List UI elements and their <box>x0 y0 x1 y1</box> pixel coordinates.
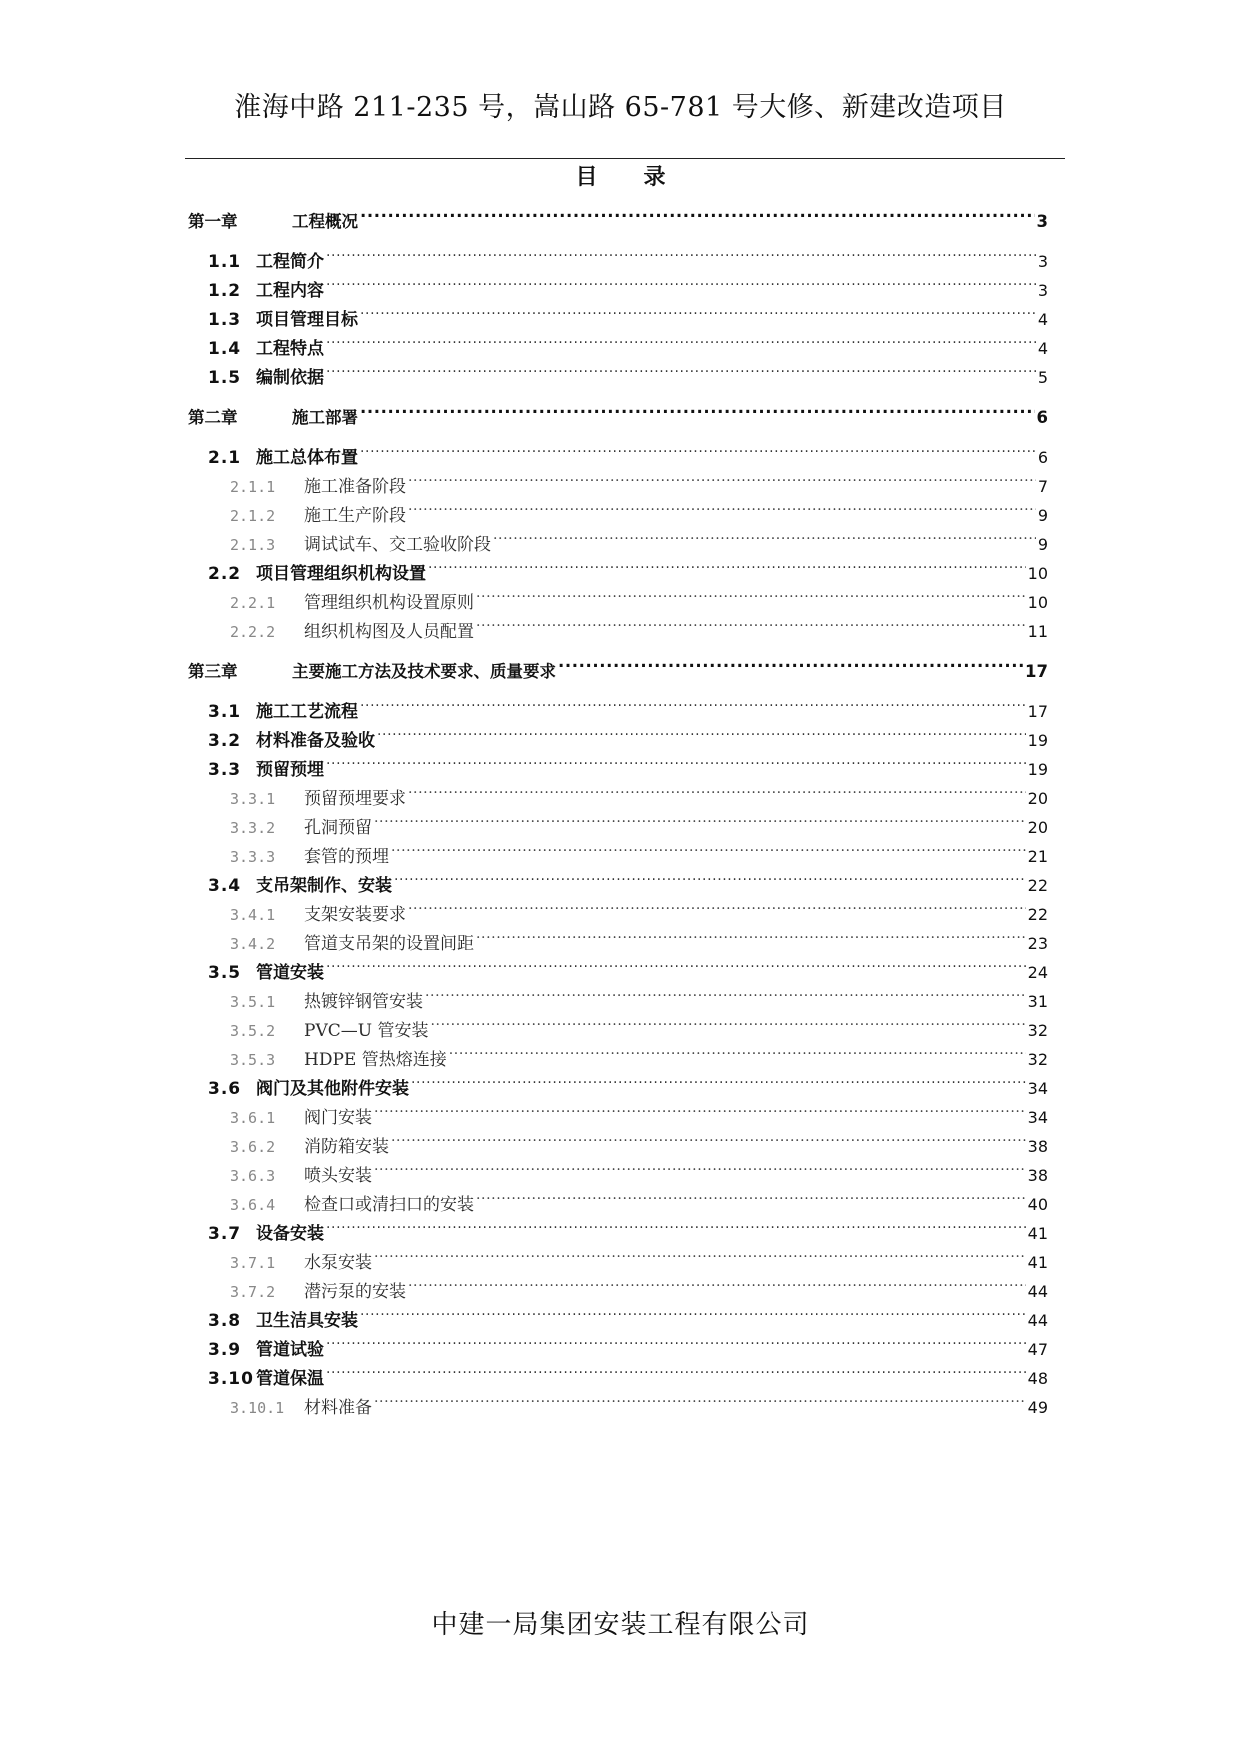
toc-entry-label: 施工生产阶段 <box>304 506 406 526</box>
toc-dot-leader <box>360 295 1036 325</box>
toc-entry-page-number: 49 <box>1027 1398 1048 1417</box>
toc-section-entry[interactable] <box>208 433 1048 468</box>
toc-entry-page-number: 34 <box>1027 1108 1048 1127</box>
toc-entry-label: HDPE 管热熔连接 <box>304 1050 447 1070</box>
toc-entry-number: 3.1 <box>208 702 242 722</box>
toc-section-entry[interactable] <box>208 745 1048 780</box>
document-header-title: 淮海中路 211-235 号，嵩山路 65-781 号大修、新建改造项目 <box>234 92 1007 123</box>
toc-entry-page-number: 20 <box>1027 789 1048 808</box>
toc-subsection-entry[interactable] <box>230 1180 1048 1215</box>
toc-entry-label: 消防箱安装 <box>304 1137 389 1157</box>
toc-dot-leader <box>493 520 1036 550</box>
toc-title-char: 目 <box>575 165 598 190</box>
toc-dot-leader <box>411 1064 1026 1094</box>
toc-dot-leader <box>374 803 1026 833</box>
toc-dot-leader <box>408 1267 1026 1297</box>
toc-subsection-entry[interactable] <box>230 1238 1048 1273</box>
toc-dot-leader <box>360 393 1035 423</box>
toc-entry-label: 工程内容 <box>256 281 324 301</box>
toc-entry-number: 3.6.4 <box>230 1196 276 1214</box>
toc-dot-leader <box>391 1122 1026 1152</box>
toc-subsection-entry[interactable] <box>230 890 1048 925</box>
toc-entry-page-number: 34 <box>1027 1079 1048 1098</box>
toc-dot-leader <box>360 433 1036 463</box>
toc-entry-label: 管理组织机构设置原则 <box>304 593 474 613</box>
toc-entry-page-number: 5 <box>1037 368 1048 387</box>
toc-entry-label: 喷头安装 <box>304 1166 372 1186</box>
toc-entry-page-number: 4 <box>1037 339 1048 358</box>
toc-entry-page-number: 10 <box>1027 593 1048 612</box>
toc-entry-label: 支架安装要求 <box>304 905 406 925</box>
toc-dot-leader <box>430 1006 1025 1036</box>
toc-entry-number: 第一章 <box>188 212 238 231</box>
toc-entry-number: 3.10 <box>208 1369 254 1389</box>
toc-entry-page-number: 3 <box>1037 281 1048 300</box>
toc-entry-page-number: 4 <box>1037 310 1048 329</box>
toc-entry-page-number: 47 <box>1027 1340 1048 1359</box>
toc-section-entry[interactable] <box>208 1209 1048 1244</box>
toc-dot-leader <box>391 832 1026 862</box>
toc-subsection-entry[interactable] <box>230 1093 1048 1128</box>
toc-subsection-entry[interactable] <box>230 607 1048 642</box>
toc-subsection-entry[interactable] <box>230 774 1048 809</box>
toc-subsection-entry[interactable] <box>230 919 1048 954</box>
toc-dot-leader <box>394 861 1026 891</box>
toc-entry-page-number: 6 <box>1036 408 1048 427</box>
toc-section-entry[interactable] <box>208 1354 1048 1389</box>
toc-entry-label: 热镀锌钢管安装 <box>304 992 423 1012</box>
toc-entry-label: 阀门及其他附件安装 <box>256 1079 409 1099</box>
toc-entry-page-number: 23 <box>1027 934 1048 953</box>
toc-section-entry[interactable] <box>208 1296 1048 1331</box>
toc-subsection-entry[interactable] <box>230 1006 1048 1041</box>
toc-dot-leader <box>476 578 1026 608</box>
toc-entry-label: 孔洞预留 <box>304 818 372 838</box>
toc-section-entry[interactable] <box>208 549 1048 584</box>
toc-entry-number: 3.3.3 <box>230 848 276 866</box>
toc-subsection-entry[interactable] <box>230 1122 1048 1157</box>
toc-entry-label: 检查口或清扫口的安装 <box>304 1195 474 1215</box>
toc-entry-page-number: 22 <box>1027 876 1048 895</box>
toc-entry-label: 工程简介 <box>256 252 324 272</box>
toc-entry-number: 3.3.1 <box>230 790 276 808</box>
toc-dot-leader <box>326 1209 1026 1239</box>
toc-subsection-entry[interactable] <box>230 977 1048 1012</box>
toc-entry-number: 1.3 <box>208 310 242 330</box>
toc-dot-leader <box>326 1354 1026 1384</box>
toc-entry-number: 1.1 <box>208 252 242 272</box>
toc-entry-number: 2.1.2 <box>230 507 276 525</box>
toc-chapter-entry[interactable] <box>188 197 1048 231</box>
toc-entry-label: 组织机构图及人员配置 <box>304 622 474 642</box>
toc-entry-number: 3.4.1 <box>230 906 276 924</box>
toc-entry-label: PVC—U 管安装 <box>304 1021 429 1041</box>
toc-subsection-entry[interactable] <box>230 520 1048 555</box>
toc-entry-page-number: 7 <box>1037 477 1048 496</box>
toc-dot-leader <box>374 1151 1026 1181</box>
toc-entry-number: 2.1 <box>208 448 242 468</box>
toc-entry-label: 支吊架制作、安装 <box>256 876 392 896</box>
toc-entry-page-number: 44 <box>1027 1282 1048 1301</box>
toc-subsection-entry[interactable] <box>230 1035 1048 1070</box>
toc-entry-label: 调试试车、交工验收阶段 <box>304 535 491 555</box>
toc-section-entry[interactable] <box>208 861 1048 896</box>
toc-entry-label: 项目管理目标 <box>256 310 358 330</box>
toc-dot-leader <box>326 266 1036 296</box>
toc-dot-leader <box>425 977 1026 1007</box>
toc-entry-label: 设备安装 <box>256 1224 324 1244</box>
toc-entry-number: 3.3 <box>208 760 242 780</box>
toc-dot-leader <box>360 1296 1026 1326</box>
toc-entry-label: 卫生洁具安装 <box>256 1311 358 1331</box>
toc-entry-page-number: 9 <box>1037 506 1048 525</box>
toc-dot-leader <box>374 1093 1026 1123</box>
toc-entry-label: 管道试验 <box>256 1340 324 1360</box>
toc-dot-leader <box>374 1238 1026 1268</box>
toc-entry-label: 项目管理组织机构设置 <box>256 564 426 584</box>
toc-entry-page-number: 48 <box>1027 1369 1048 1388</box>
toc-dot-leader <box>374 1383 1026 1413</box>
toc-dot-leader <box>476 1180 1026 1210</box>
toc-chapter-entry[interactable] <box>188 647 1048 681</box>
toc-entry-number: 3.6 <box>208 1079 242 1099</box>
toc-entry-page-number: 10 <box>1027 564 1048 583</box>
toc-section-entry[interactable] <box>208 295 1048 330</box>
toc-entry-page-number: 22 <box>1027 905 1048 924</box>
toc-entry-number: 3.5.2 <box>230 1022 276 1040</box>
toc-entry-number: 3.6.2 <box>230 1138 276 1156</box>
toc-entry-label: 材料准备 <box>304 1398 372 1418</box>
toc-dot-leader <box>326 237 1036 267</box>
toc-entry-number: 2.1.3 <box>230 536 276 554</box>
toc-entry-page-number: 9 <box>1037 535 1048 554</box>
toc-entry-label: 水泵安装 <box>304 1253 372 1273</box>
toc-entry-number: 3.6.3 <box>230 1167 276 1185</box>
toc-entry-page-number: 41 <box>1027 1253 1048 1272</box>
toc-title-char: 录 <box>643 165 666 190</box>
toc-dot-leader <box>326 324 1036 354</box>
toc-entry-label: 预留预埋要求 <box>304 789 406 809</box>
toc-entry-number: 3.5.1 <box>230 993 276 1011</box>
toc-entry-label: 潜污泵的安装 <box>304 1282 406 1302</box>
toc-entry-number: 3.7.2 <box>230 1283 276 1301</box>
toc-dot-leader <box>408 890 1026 920</box>
toc-subsection-entry[interactable] <box>230 832 1048 867</box>
toc-entry-page-number: 19 <box>1027 760 1048 779</box>
toc-dot-leader <box>408 491 1036 521</box>
toc-entry-number: 第三章 <box>188 662 238 681</box>
toc-entry-label: 主要施工方法及技术要求、质量要求 <box>292 662 556 681</box>
toc-entry-number: 3.7 <box>208 1224 242 1244</box>
toc-entry-number: 3.4.2 <box>230 935 276 953</box>
toc-entry-label: 管道支吊架的设置间距 <box>304 934 474 954</box>
toc-entry-label: 施工总体布置 <box>256 448 358 468</box>
toc-subsection-entry[interactable] <box>230 1267 1048 1302</box>
toc-entry-number: 1.5 <box>208 368 242 388</box>
toc-entry-page-number: 24 <box>1027 963 1048 982</box>
toc-section-entry[interactable] <box>208 324 1048 359</box>
toc-entry-label: 管道保温 <box>256 1369 324 1389</box>
toc-entry-page-number: 17 <box>1027 702 1048 721</box>
toc-chapter-entry[interactable] <box>188 393 1048 427</box>
toc-entry-page-number: 40 <box>1027 1195 1048 1214</box>
toc-dot-leader <box>558 647 1023 677</box>
toc-entry-page-number: 21 <box>1027 847 1048 866</box>
toc-entry-number: 3.7.1 <box>230 1254 276 1272</box>
toc-entry-number: 2.2.2 <box>230 623 276 641</box>
toc-entry-label: 预留预埋 <box>256 760 324 780</box>
toc-section-entry[interactable] <box>208 1325 1048 1360</box>
toc-dot-leader <box>377 716 1026 746</box>
toc-dot-leader <box>360 687 1026 717</box>
toc-entry-number: 3.8 <box>208 1311 242 1331</box>
toc-entry-page-number: 6 <box>1037 448 1048 467</box>
toc-entry-page-number: 32 <box>1027 1021 1048 1040</box>
toc-entry-label: 材料准备及验收 <box>256 731 375 751</box>
toc-entry-label: 编制依据 <box>256 368 324 388</box>
toc-entry-number: 2.2.1 <box>230 594 276 612</box>
toc-dot-leader <box>326 1325 1026 1355</box>
toc-subsection-entry[interactable] <box>230 491 1048 526</box>
toc-entry-number: 1.2 <box>208 281 242 301</box>
toc-entry-label: 阀门安装 <box>304 1108 372 1128</box>
company-footer: 中建一局集团安装工程有限公司 <box>431 1610 810 1640</box>
toc-dot-leader <box>449 1035 1026 1065</box>
toc-dot-leader <box>360 197 1035 227</box>
toc-dot-leader <box>428 549 1026 579</box>
toc-entry-label: 施工部署 <box>292 408 358 427</box>
toc-section-entry[interactable] <box>208 1064 1048 1099</box>
toc-entry-page-number: 32 <box>1027 1050 1048 1069</box>
toc-dot-leader <box>476 607 1026 637</box>
toc-entry-page-number: 38 <box>1027 1166 1048 1185</box>
toc-entry-page-number: 3 <box>1037 252 1048 271</box>
toc-entry-page-number: 17 <box>1025 662 1048 681</box>
toc-dot-leader <box>326 745 1026 775</box>
toc-subsection-entry[interactable] <box>230 578 1048 613</box>
toc-section-entry[interactable] <box>208 948 1048 983</box>
toc-entry-label: 施工准备阶段 <box>304 477 406 497</box>
toc-entry-page-number: 11 <box>1027 622 1048 641</box>
toc-entry-number: 3.9 <box>208 1340 242 1360</box>
toc-subsection-entry[interactable] <box>230 1151 1048 1186</box>
toc-entry-page-number: 3 <box>1036 212 1048 231</box>
toc-section-entry[interactable] <box>208 687 1048 722</box>
toc-dot-leader <box>326 353 1036 383</box>
toc-entry-number: 3.6.1 <box>230 1109 276 1127</box>
toc-subsection-entry[interactable] <box>230 462 1048 497</box>
toc-subsection-entry[interactable] <box>230 1383 1048 1418</box>
toc-entry-page-number: 19 <box>1027 731 1048 750</box>
toc-entry-number: 3.10.1 <box>230 1399 285 1417</box>
toc-entry-page-number: 41 <box>1027 1224 1048 1243</box>
toc-entry-page-number: 31 <box>1027 992 1048 1011</box>
toc-entry-number: 2.1.1 <box>230 478 276 496</box>
toc-entry-label: 施工工艺流程 <box>256 702 358 722</box>
toc-entry-number: 3.4 <box>208 876 242 896</box>
toc-entry-label: 工程特点 <box>256 339 324 359</box>
toc-section-entry[interactable] <box>208 353 1048 388</box>
toc-entry-number: 3.5.3 <box>230 1051 276 1069</box>
toc-entry-page-number: 20 <box>1027 818 1048 837</box>
toc-dot-leader <box>408 774 1026 804</box>
toc-dot-leader <box>476 919 1026 949</box>
toc-entry-label: 套管的预埋 <box>304 847 389 867</box>
toc-entry-number: 第二章 <box>188 408 238 427</box>
toc-entry-label: 管道安装 <box>256 963 324 983</box>
toc-section-entry[interactable] <box>208 237 1048 272</box>
toc-dot-leader <box>326 948 1026 978</box>
toc-entry-number: 3.3.2 <box>230 819 276 837</box>
toc-entry-number: 2.2 <box>208 564 242 584</box>
toc-subsection-entry[interactable] <box>230 803 1048 838</box>
toc-dot-leader <box>408 462 1036 492</box>
toc-entry-page-number: 38 <box>1027 1137 1048 1156</box>
toc-entry-page-number: 44 <box>1027 1311 1048 1330</box>
toc-section-entry[interactable] <box>208 266 1048 301</box>
toc-entry-label: 工程概况 <box>292 212 358 231</box>
toc-entry-number: 3.5 <box>208 963 242 983</box>
toc-section-entry[interactable] <box>208 716 1048 751</box>
toc-entry-number: 1.4 <box>208 339 242 359</box>
toc-entry-number: 3.2 <box>208 731 242 751</box>
